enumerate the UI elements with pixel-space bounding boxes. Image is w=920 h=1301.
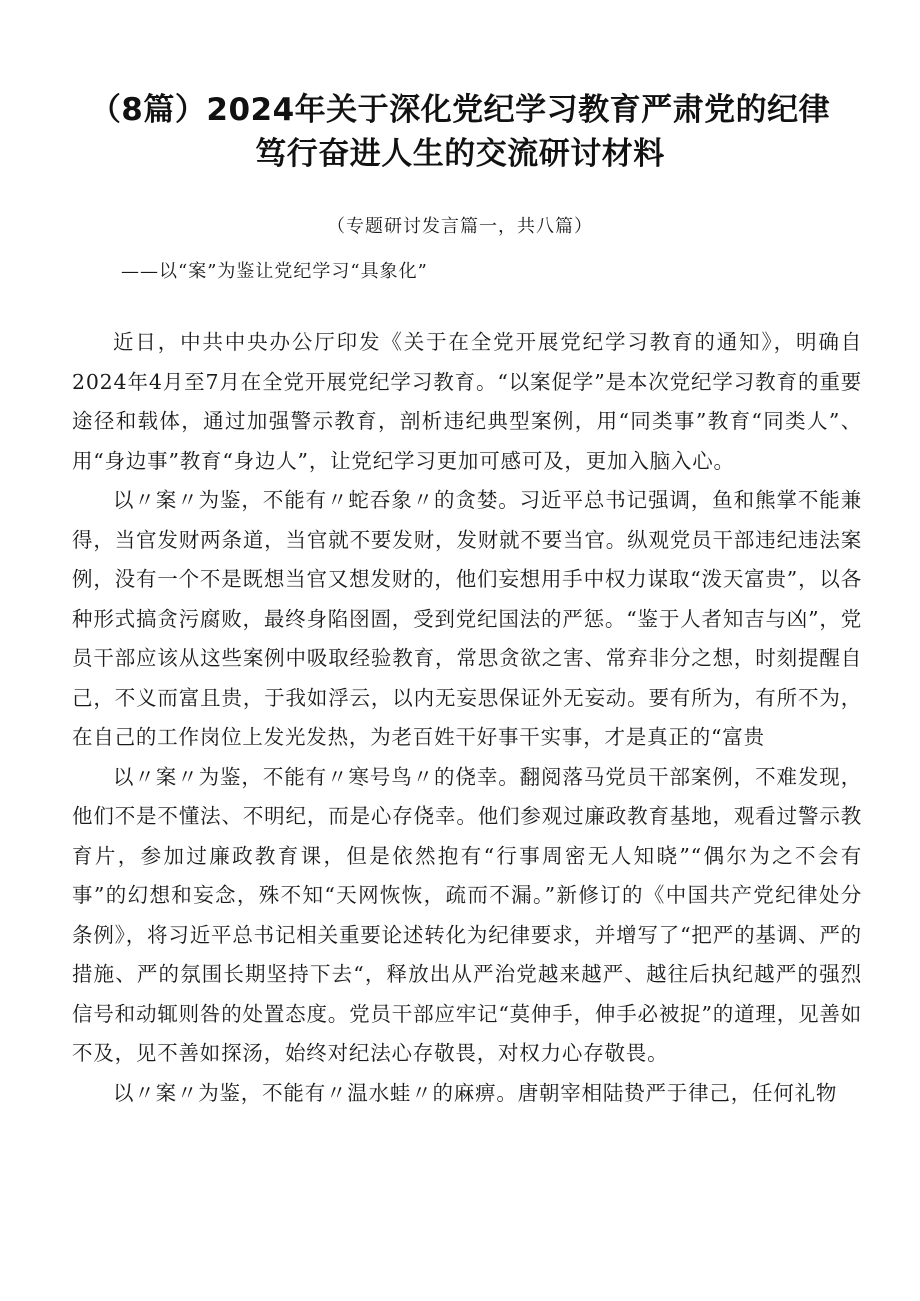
paragraph-2: 以〃案〃为鉴，不能有〃蛇吞象〃的贪婪。习近平总书记强调，鱼和熊掌不能兼得，当官发财两条道，当官就不要发财，发财就不要当官。纵观党员干部违纪违法案例，没有一个不是既想当官又想发财的，他们妄想用手中权力谋取“泼天富贵”，以各种形式搞贪污腐败，最终身陷囹圄，受到党纪国法的严惩。“鉴于人者知吉与凶”，党员干部应该从这些案例中吸取经验教育，常思贪欲之害、常弃非分之想，时刻提醒自己，不义而富且贵，于我如浮云，以内无妄思保证外无妄动。要有所为，有所不为，在自己的工作岗位上发光发热，为老百姓干好事干实事，才是真正的“富贵: [72, 488, 862, 749]
paragraph-4: 以〃案〃为鉴，不能有〃温水蛙〃的麻痹。唐朝宰相陆贽严于律己，任何礼物: [113, 1080, 838, 1105]
document-body: [72, 323, 862, 1113]
document-title-line-1: （8篇）2024年关于深化党纪学习教育严肃党的纪律: [89, 92, 831, 128]
document-subtitle: （专题研讨发言篇一，共八篇）: [327, 216, 593, 237]
paragraph-1: 近日，中共中央办公厅印发《关于在全党开展党纪学习教育的通知》，明确自2024年4月至7月在全党开展党纪学习教育。“以案促学”是本次党纪学习教育的重要途径和载体，通过加强警示教育，剖析违纪典型案例，用“同类事”教育“同类人”、用“身边事”教育“身边人”，让党纪学习更加可感可及，更加入脑入心。: [72, 330, 862, 473]
section-heading: ——以“案”为鉴让党纪学习“具象化”: [121, 261, 428, 282]
document-title-line-2: 笃行奋进人生的交流研讨材料: [255, 136, 665, 172]
paragraph-3: 以〃案〃为鉴，不能有〃寒号鸟〃的侥幸。翻阅落马党员干部案例，不难发现，他们不是不懂法、不明纪，而是心存侥幸。他们参观过廉政教育基地，观看过警示教育片，参加过廉政教育课，但是依然抱有“行事周密无人知晓”“偶尔为之不会有事”的幻想和妄念，殊不知“天网恢恢，疏而不漏。”新修订的《中国共产党纪律处分条例》，将习近平总书记相关重要论述转化为纪律要求，并增写了“把严的基调、严的措施、严的氛围长期坚持下去“，释放出从严治党越来越严、越往后执纪越严的强烈信号和动辄则咎的处置态度。党员干部应牢记“莫伸手，伸手必被捉”的道理，见善如不及，见不善如探汤，始终对纪法心存敬畏，对权力心存敬畏。: [72, 764, 862, 1065]
